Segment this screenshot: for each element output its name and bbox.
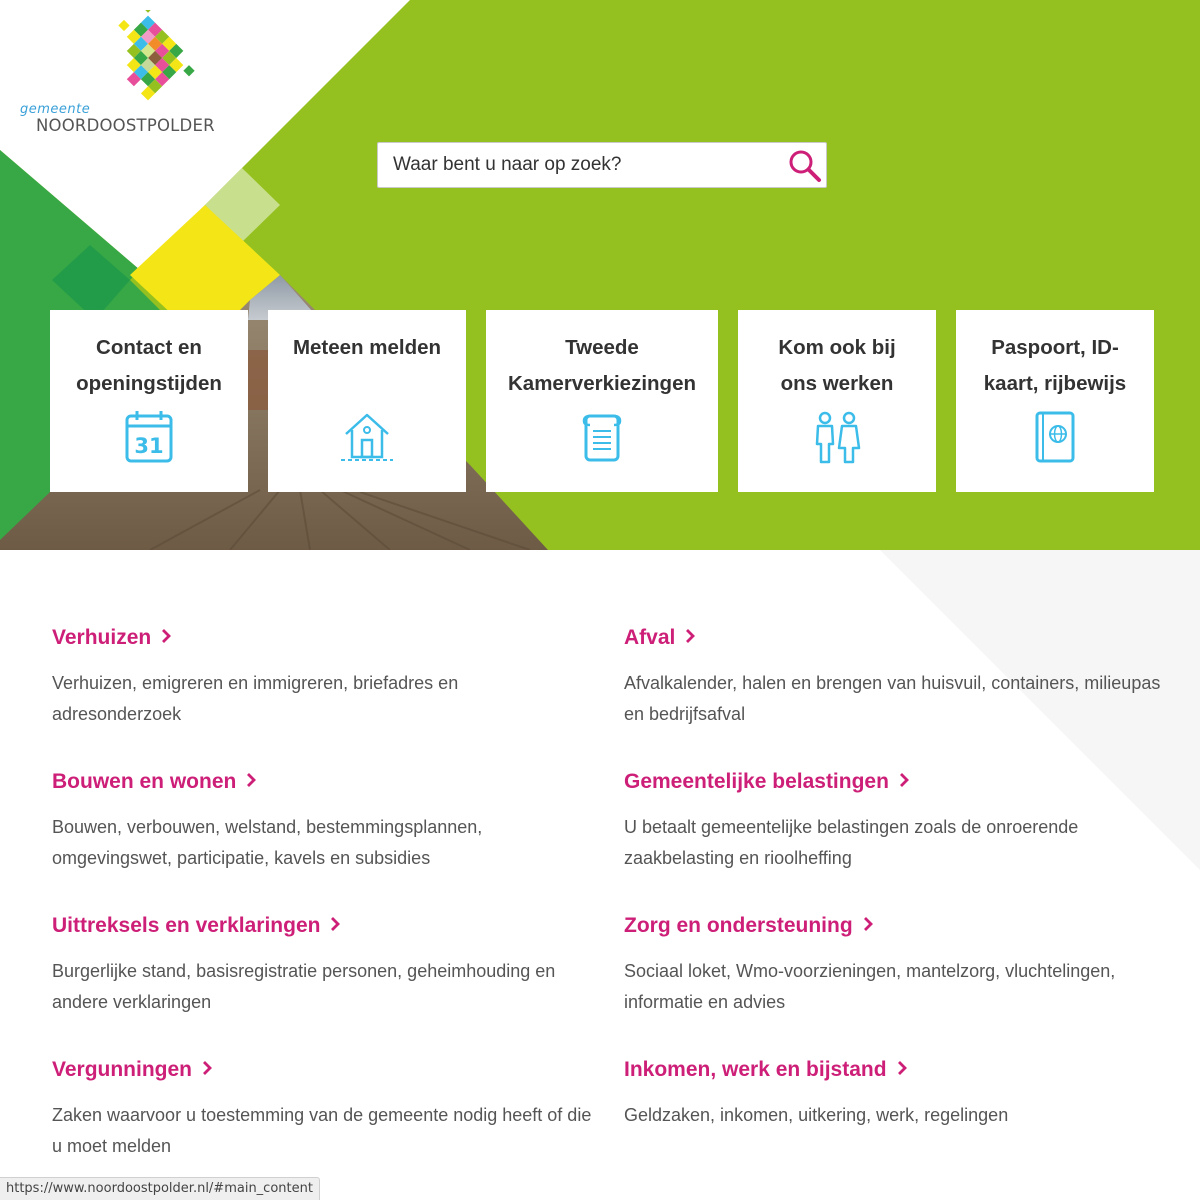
link-item-vergunningen <box>52 1058 592 1162</box>
tile-verkiezingen-label: Tweede Kamerverkiezingen <box>507 336 696 395</box>
zorg-description: Sociaal loket, Wmo-voorzieningen, mantelzorg, vluchtelingen, informatie en advies <box>624 961 1116 1012</box>
link-item-uittreksels <box>52 914 592 1018</box>
logo-name-text: NOORDOOSTPOLDER <box>36 116 215 135</box>
search-button[interactable] <box>786 147 824 185</box>
tile-verkiezingen[interactable] <box>486 310 718 492</box>
link-item-bouwen-en-wonen <box>52 770 592 874</box>
link-item-zorg <box>624 914 1164 1018</box>
svg-text:31: 31 <box>134 434 164 458</box>
belastingen-description: U betaalt gemeentelijke belastingen zoals de onroerende zaakbelasting en rioolheffing <box>624 817 1079 868</box>
chevron-right-icon <box>685 628 695 644</box>
search-icon <box>786 147 824 185</box>
tile-contact[interactable] <box>50 310 248 492</box>
link-item-verhuizen <box>52 626 592 730</box>
chevron-right-icon <box>863 916 873 932</box>
municipality-logo[interactable] <box>18 10 218 140</box>
document-scroll-icon <box>580 410 624 464</box>
passport-icon <box>1033 410 1077 464</box>
browser-status-bar: https://www.noordoostpolder.nl/#main_content <box>0 1177 320 1200</box>
vergunningen-link[interactable]: Vergunningen <box>52 1058 193 1081</box>
search-box <box>377 142 827 188</box>
link-item-afval <box>624 626 1164 730</box>
logo-gemeente-text: gemeente <box>20 102 91 117</box>
zorg-link[interactable]: Zorg en ondersteuning <box>624 914 853 937</box>
verhuizen-link[interactable]: Verhuizen <box>52 626 152 649</box>
belastingen-link[interactable]: Gemeentelijke belastingen <box>624 770 889 793</box>
tile-contact-label: Contact en openingstijden <box>76 336 222 395</box>
hero-banner <box>0 0 1200 550</box>
chevron-right-icon <box>202 1060 212 1076</box>
uittreksels-description: Burgerlijke stand, basisregistratie personen, geheimhouding en andere verklaringen <box>52 961 556 1012</box>
tile-paspoort[interactable] <box>956 310 1154 492</box>
afval-link[interactable]: Afval <box>624 626 676 649</box>
link-item-belastingen <box>624 770 1164 874</box>
inkomen-link[interactable]: Inkomen, werk en bijstand <box>624 1058 887 1081</box>
link-item-inkomen <box>624 1058 1164 1131</box>
bouwen-en-wonen-link[interactable]: Bouwen en wonen <box>52 770 237 793</box>
chevron-right-icon <box>899 772 909 788</box>
inkomen-description: Geldzaken, inkomen, uitkering, werk, regelingen <box>624 1105 1009 1125</box>
tile-werken-label: Kom ook bij ons werken <box>778 336 896 395</box>
tile-meteen-melden-label: Meteen melden <box>292 336 442 359</box>
vergunningen-description: Zaken waarvoor u toestemming van de gemeente nodig heeft of die u moet melden <box>52 1105 592 1156</box>
house-icon <box>339 410 395 464</box>
verhuizen-description: Verhuizen, emigreren en immigreren, briefadres en adresonderzoek <box>52 673 459 724</box>
calendar-icon <box>124 410 174 464</box>
afval-description: Afvalkalender, halen en brengen van huisvuil, containers, milieupas en bedrijfsafval <box>624 673 1161 724</box>
tile-paspoort-label: Paspoort, ID- kaart, rijbewijs <box>983 336 1127 395</box>
chevron-right-icon <box>897 1060 907 1076</box>
bouwen-en-wonen-description: Bouwen, verbouwen, welstand, bestemmingsplannen, omgevingswet, participatie, kavels en subsidies <box>52 817 483 868</box>
tile-meteen-melden[interactable] <box>268 310 466 492</box>
search-input[interactable] <box>378 143 778 187</box>
chevron-right-icon <box>330 916 340 932</box>
people-icon <box>811 410 863 464</box>
tile-werken[interactable] <box>738 310 936 492</box>
chevron-right-icon <box>161 628 171 644</box>
chevron-right-icon <box>246 772 256 788</box>
uittreksels-link[interactable]: Uittreksels en verklaringen <box>52 914 321 937</box>
logo-mosaic-icon <box>98 10 218 105</box>
